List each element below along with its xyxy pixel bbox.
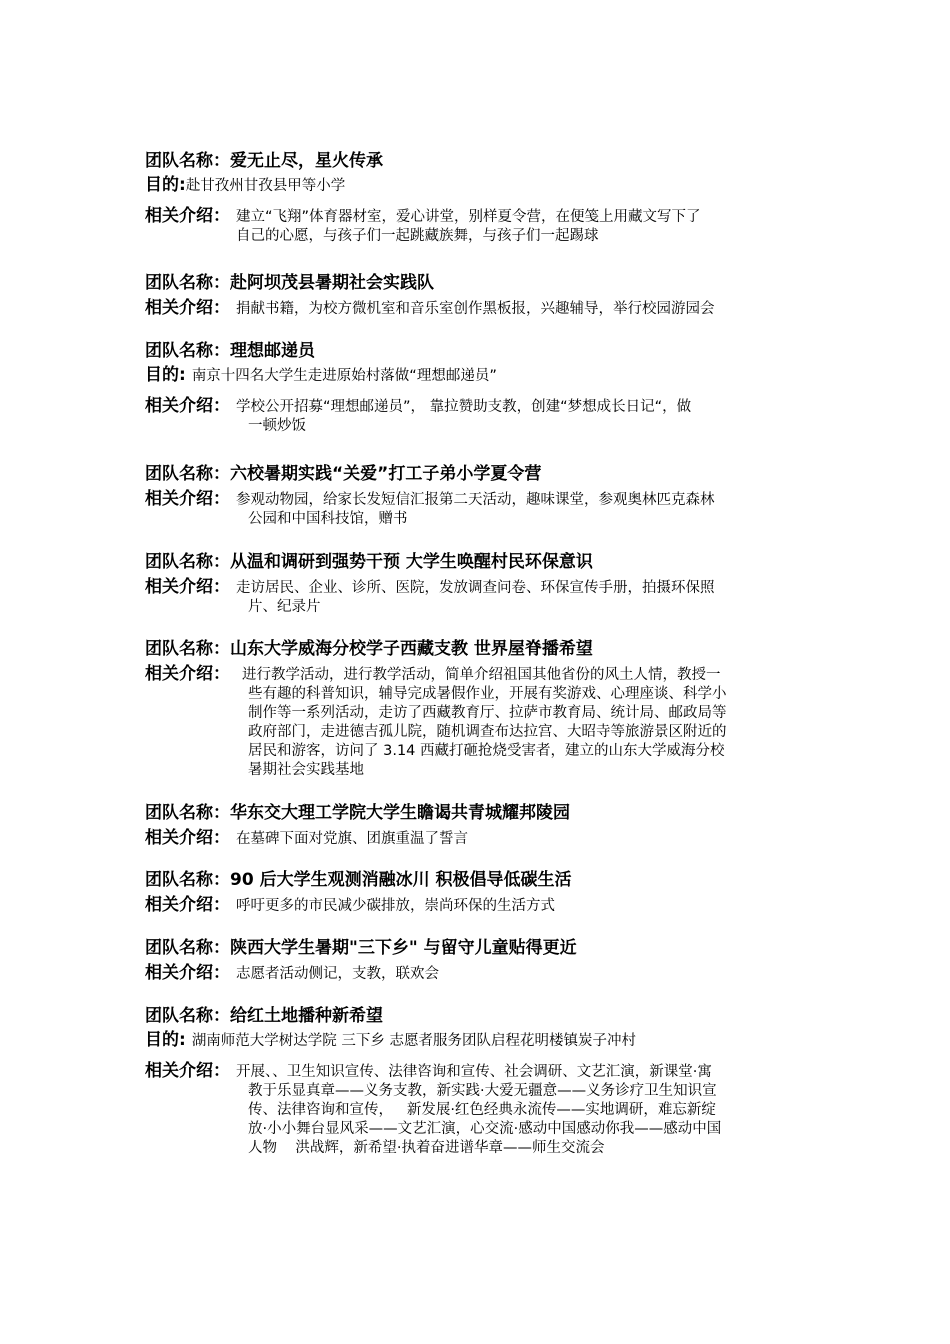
intro-line: 相关介绍： 呼吁更多的市民减少碳排放，崇尚环保的生活方式 <box>145 895 555 915</box>
team-name: 团队名称：山东大学威海分校学子西藏支教 世界屋脊播希望 <box>145 639 593 659</box>
intro-line: 相关介绍： 志愿者活动侧记，支教，联欢会 <box>145 963 439 983</box>
entry-9 <box>145 937 815 984</box>
entry-8 <box>145 869 815 916</box>
team-name: 团队名称：六校暑期实践“关爱”打工子弟小学夏令营 <box>145 464 542 484</box>
intro-line: 相关介绍： 走访居民、企业、诊所、医院，发放调查问卷、环保宣传手册，拍摄环保照 片、纪录片 <box>145 577 715 615</box>
entry-6 <box>145 638 815 780</box>
entry-2 <box>145 272 815 319</box>
entry-1 <box>145 150 815 246</box>
team-name: 团队名称：爱无止尽，星火传承 <box>145 151 383 171</box>
team-name: 团队名称：90 后大学生观测消融冰川 积极倡导低碳生活 <box>145 870 572 890</box>
team-name: 团队名称：从温和调研到强势干预 大学生唤醒村民环保意识 <box>145 552 593 572</box>
entry-3 <box>145 340 815 436</box>
team-name: 团队名称：理想邮递员 <box>145 341 315 361</box>
intro-line: 相关介绍： 参观动物园，给家长发短信汇报第二天活动，趣味课堂，参观奥林匹克森林 公园和中国科技馆，赠书 <box>145 489 715 527</box>
purpose-line: 目的: 南京十四名大学生走进原始村落做“理想邮递员” <box>145 365 497 385</box>
intro-line: 相关介绍： 在墓碑下面对党旗、团旗重温了誓言 <box>145 828 468 848</box>
entry-10 <box>145 1005 815 1158</box>
team-name: 团队名称：陕西大学生暑期"三下乡" 与留守儿童贴得更近 <box>145 938 577 958</box>
purpose-line: 目的: 湖南师范大学树达学院 三下乡 志愿者服务团队启程花明楼镇炭子冲村 <box>145 1030 637 1050</box>
team-name: 团队名称：赴阿坝茂县暑期社会实践队 <box>145 273 434 293</box>
purpose-line: 目的: 赴甘孜州甘孜县甲等小学 <box>145 175 346 195</box>
intro-line: 相关介绍： 进行教学活动，进行教学活动，简单介绍祖国其他省份的风土人情，教授一 些有趣的科普知识，辅导完成暑假作业，开展有奖游戏、心理座谈、科学小 制作等一系列活动，走访了西藏教育厅、拉萨市教育局、统计局、邮政局等 政府部门，走进德吉孤儿院，随机调查布达拉宫、大昭寺等旅游景区附近的 居民和游客，访问了 3.14 西藏打砸抢烧受害者，建立的山东大学威海分校 暑期社会实践基地 <box>145 664 727 778</box>
intro-line: 相关介绍： 捐献书籍，为校方微机室和音乐室创作黑板报，兴趣辅导，举行校园游园会 <box>145 298 715 318</box>
team-name: 团队名称：华东交大理工学院大学生瞻谒共青城耀邦陵园 <box>145 803 570 823</box>
intro-line: 相关介绍： 建立“飞翔”体育器材室，爱心讲堂，别样夏令营，在便笺上用藏文写下了 自己的心愿，与孩子们一起跳藏族舞，与孩子们一起踢球 <box>145 206 701 244</box>
entry-5 <box>145 551 815 617</box>
team-name: 团队名称：给红土地播种新希望 <box>145 1006 383 1026</box>
intro-line: 相关介绍： 学校公开招募“理想邮递员”， 靠拉赞助支教，创建“梦想成长日记“，做 一顿炒饭 <box>145 396 692 434</box>
intro-line: 相关介绍： 开展、、卫生知识宣传、法律咨询和宣传、社会调研、文艺汇演，新课堂·寓 教于乐显真章——义务支教，新实践·大爱无疆意——义务诊疗卫生知识宣 传、法律咨询和宣传， 新发展·红色经典永流传——实地调研，难忘新绽 放·小小舞台显风采——文艺汇演，心交流·感动中国感动你我——感动中国 人物 洪战辉，新希望·执着奋进谱华章——师生交流会 <box>145 1061 722 1156</box>
entry-4 <box>145 463 815 529</box>
entry-7 <box>145 802 815 849</box>
